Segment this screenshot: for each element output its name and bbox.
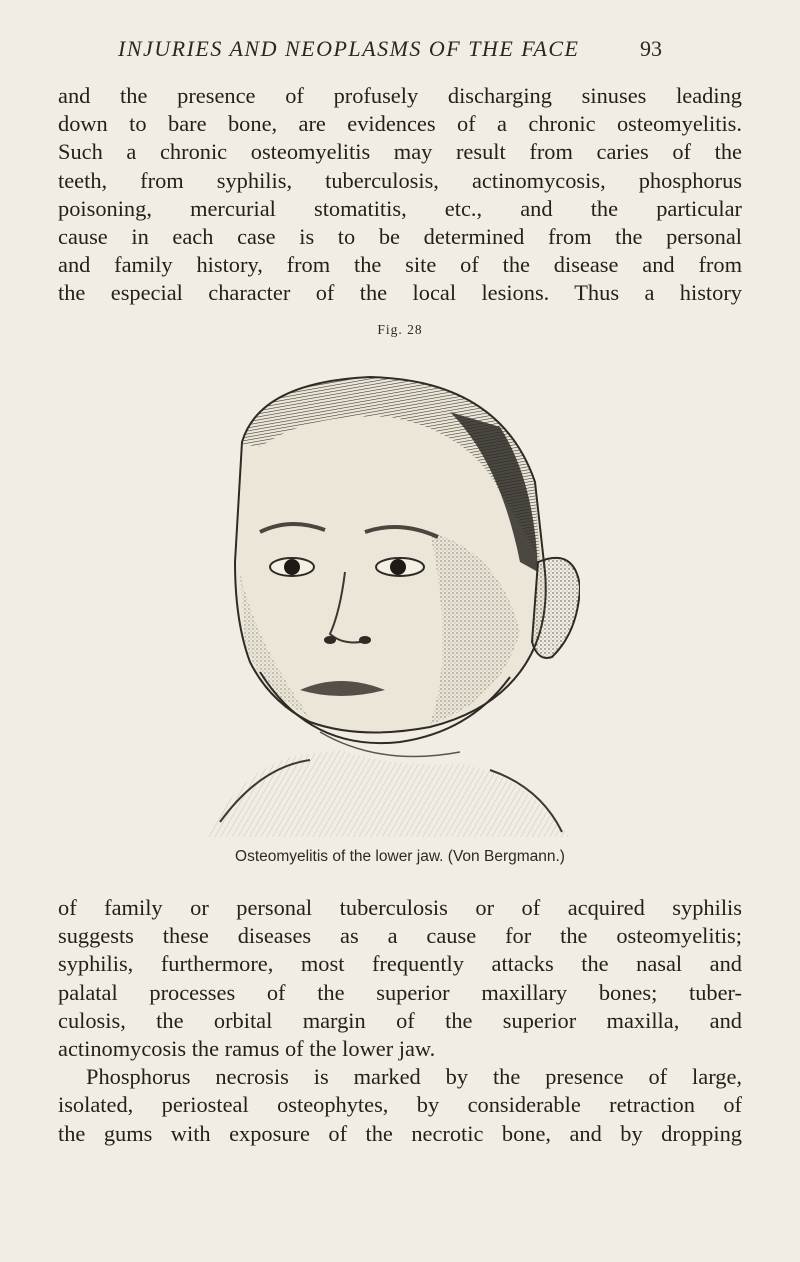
text-line: and the presence of profusely discharging sinuses leading bbox=[58, 83, 742, 108]
text-line: actinomycosis the ramus of the lower jaw. bbox=[58, 1036, 436, 1062]
text-line: poisoning, mercurial stomatitis, etc., and the particular bbox=[58, 195, 742, 221]
figure-engraving bbox=[200, 372, 580, 842]
text-line: down to bare bone, are evidences of a chronic osteomyelitis. bbox=[58, 111, 742, 137]
paragraph-bottom bbox=[58, 894, 742, 1148]
text-line: isolated, periosteal osteophytes, by considerable retraction of bbox=[58, 1092, 742, 1118]
text-line: cause in each case is to be determined from the personal bbox=[58, 224, 742, 250]
engraving-child-face bbox=[200, 372, 580, 842]
figure-caption: Osteomyelitis of the lower jaw. (Von Bergmann.) bbox=[235, 848, 565, 865]
running-title: INJURIES AND NEOPLASMS OF THE FACE bbox=[118, 36, 580, 61]
text-line: of family or personal tuberculosis or of acquired syphilis bbox=[58, 895, 742, 920]
text-line: Such a chronic osteomyelitis may result from caries of the bbox=[58, 139, 742, 165]
text-line: the gums with exposure of the necrotic bone, and by dropping bbox=[58, 1120, 742, 1146]
text-line: Phosphorus necrosis is marked by the presence of large, bbox=[86, 1064, 742, 1090]
text-line: teeth, from syphilis, tuberculosis, actinomycosis, phosphorus bbox=[58, 167, 742, 193]
page-number: 93 bbox=[640, 36, 662, 61]
text-line: culosis, the orbital margin of the superior maxilla, and bbox=[58, 1007, 742, 1033]
paragraph-top bbox=[58, 82, 742, 308]
text-line: and family history, from the site of the disease and from bbox=[58, 252, 742, 278]
text-line: the especial character of the local lesions. Thus a history bbox=[58, 280, 742, 306]
text-line: palatal processes of the superior maxillary bones; tuber- bbox=[58, 979, 742, 1005]
text-line: suggests these diseases as a cause for the osteomyelitis; bbox=[58, 923, 742, 949]
figure-label: Fig. 28 bbox=[377, 322, 423, 337]
text-line: syphilis, furthermore, most frequently attacks the nasal and bbox=[58, 951, 742, 977]
running-head bbox=[0, 36, 800, 64]
